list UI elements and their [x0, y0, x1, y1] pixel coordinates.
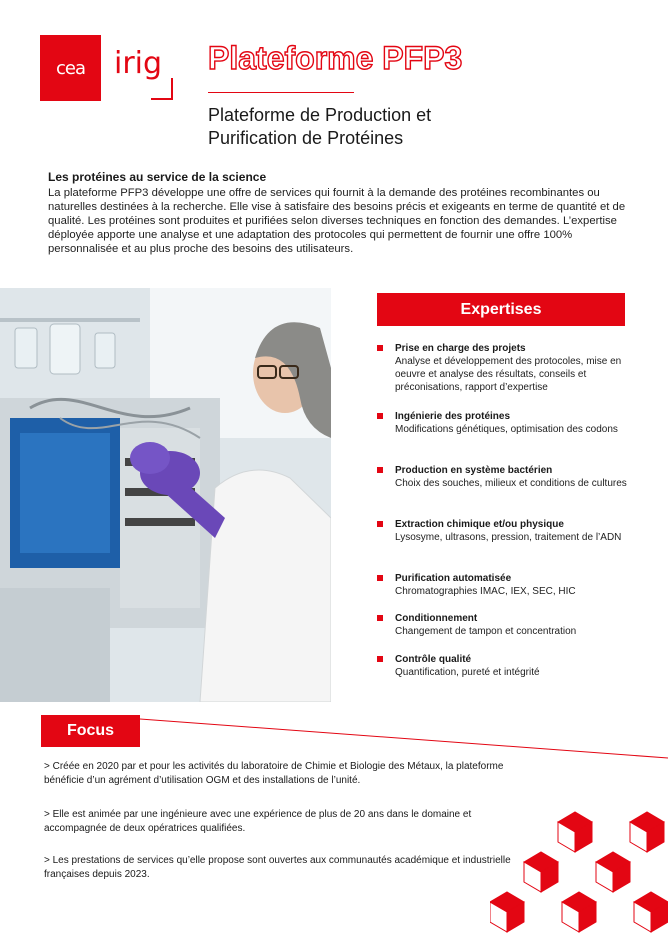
irig-logo-text: irig	[114, 46, 163, 81]
expertise-desc: Changement de tampon et concentration	[395, 626, 577, 637]
expertise-desc: Quantification, pureté et intégrité	[395, 667, 540, 678]
expertise-desc: Analyse et développement des protocoles, mise en oeuvre et analyse des résultats, conseils et préconisations, rapport d’expertise	[395, 356, 622, 393]
expertise-desc: Lysosyme, ultrasons, pression, traitement de l’ADN	[395, 532, 622, 543]
subtitle-line-1: Plateforme de Production et	[208, 105, 432, 125]
expertise-desc: Chromatographies IMAC, IEX, SEC, HIC	[395, 586, 576, 597]
expertise-title: Extraction chimique et/ou physique	[395, 519, 564, 530]
expertises-heading: Expertises	[377, 293, 625, 326]
expertise-title: Production en système bactérien	[395, 465, 553, 476]
expertise-desc: Modifications génétiques, optimisation des codons	[395, 424, 618, 435]
focus-paragraph: > Créée en 2020 par et pour les activités du laboratoire de Chimie et Biologie des Métaux, la plateforme bénéficie d’un agrément d’utilisation OGM et des installations de l’unité.	[44, 761, 504, 786]
decorative-cubes	[490, 800, 668, 938]
expertise-title: Conditionnement	[395, 613, 478, 624]
page-title: Plateforme PFP3	[208, 40, 463, 76]
expertise-title: Prise en charge des projets	[395, 343, 526, 354]
subtitle-line-2: Purification de Protéines	[208, 128, 404, 148]
expertise-title: Ingénierie des protéines	[395, 411, 511, 422]
focus-paragraph: > Les prestations de services qu’elle propose sont ouvertes aux communautés académique et industrielle françaises depuis 2023.	[44, 855, 511, 880]
cea-logo-text: cea	[55, 57, 85, 79]
focus-paragraph: > Elle est animée par une ingénieure avec une expérience de plus de 20 ans dans le domaine et accompagnée de deux opératrices qualifiées.	[44, 809, 472, 834]
expertise-title: Contrôle qualité	[395, 654, 472, 665]
intro-heading: Les protéines au service de la science	[48, 170, 267, 184]
focus-heading: Focus	[41, 715, 140, 747]
expertise-desc: Choix des souches, milieux et conditions de cultures	[395, 478, 627, 489]
intro-paragraph: La plateforme PFP3 développe une offre de services qui fournit à la demande des protéines recombinantes ou naturelles destinées à la recherche. Elle vise à satisfaire des besoins précis et exigeants en terme de quantité et de qualité. Les protéines sont produites et purifiées selon diverses techniques en fonction des demandes. L’expertise déployée apporte une analyse et une adaptation des protocoles qui permettent de fournir une offre 100% personnalisée et au plus proche des besoins des utilisateurs.	[48, 187, 626, 255]
expertise-title: Purification automatisée	[395, 573, 512, 584]
